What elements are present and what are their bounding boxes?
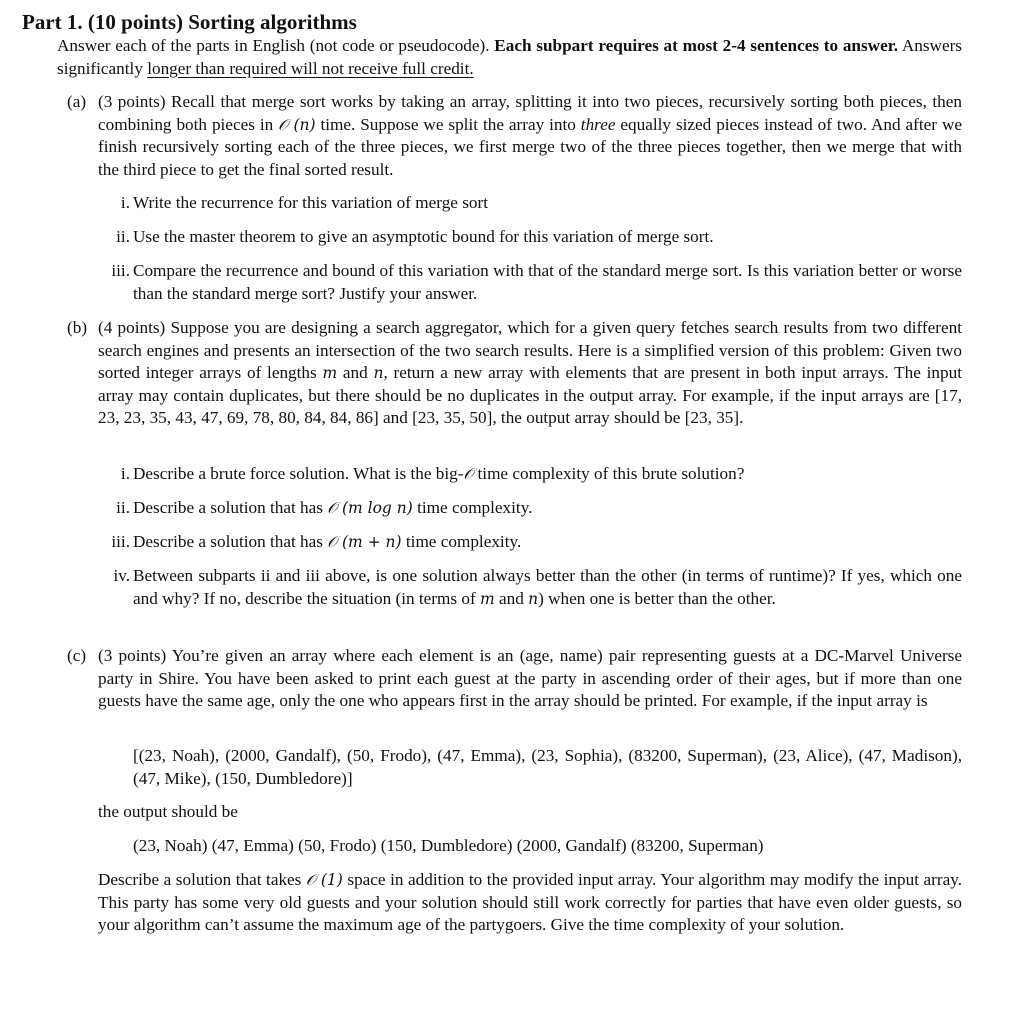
instructions-text: Answer each of the parts in English (not code or pseudocode). [57,36,495,55]
subpart-label: iv. [113,566,130,585]
part-c-requirements: Describe a solution that takes 𝒪 (1) space in addition to the provided input array. Your algorithm may modify the input array. This party has some very old guests and your solution should still work correctly for parties that have even older guests, so your algorithm can’t assume the maximum age of the partygoers. Give the time complexity of your solution. [98,870,962,935]
part-b-label: (b) [67,318,88,337]
big-o-1: 𝒪 (1) [305,871,343,889]
big-o-n: 𝒪 (n) [278,115,316,134]
part-b-text: (4 points) Suppose you are designing a search aggregator, which for a given query fetches search results from two different search engines and presents an intersection of the two search results. Here is a simplified version of this problem: Given two sorted integer arrays of lengths m and n, return a new array with elements that are present in both input arrays. The input array may contain duplicates, but there should be no duplicates in the output array. For example, if the input arrays are [17, 23, 23, 35, 43, 47, 69, 78, 80, 84, 84, 86] and [23, 35, 50], the output array should be [23, 35]. [98,318,962,428]
instructions-bold: Each subpart requires at most 2-4 sentences to answer. [494,36,899,55]
subpart-label: ii. [116,498,130,517]
subpart-label: i. [120,193,130,212]
section-heading: Part 1. (10 points) Sorting algorithms [22,10,357,34]
part-c-text: (3 points) You’re given an array where each element is an (age, name) pair representing guests at a DC-Marvel Universe party in Shire. You have been asked to print each guest at the party in ascending order of their ages, but if more than one guests have the same age, only the one who appears first in the array should be printed. For example, if the input array is [98,646,962,711]
math-m: m [322,364,338,383]
big-o-mlogn: 𝒪 (m log n) [327,499,413,517]
part-a-subpart-iii [98,260,962,305]
part-a-label: (a) [67,92,87,111]
instructions-text-2: Answers significantly [57,36,962,78]
big-o-symbol: 𝒪 [463,465,474,483]
subpart-label: ii. [116,227,130,246]
part-a-subpart-i [98,192,962,215]
part-b [67,317,962,430]
subpart-text: Use the master theorem to give an asymptotic bound for this variation of merge sort. [133,227,714,246]
part-b-subpart-ii [98,497,962,520]
subpart-text: Between subparts ii and iii above, is one solution always better than the other (in terms of runtime)? If yes, which one and why? If no, describe the situation (in terms of m and n) when one is better than the other. [133,566,962,608]
emphasis-three: three [580,114,616,134]
big-o-m-plus-n: 𝒪 (m + n) [327,533,402,551]
instructions-paragraph [57,35,962,80]
output-example: (23, Noah) (47, Emma) (50, Frodo) (150, Dumbledore) (2000, Gandalf) (83200, Superman) [133,836,764,855]
instructions-underlined: longer than required will not receive full credit. [147,58,474,78]
part-b-subpart-i [98,463,962,486]
math-n: n [528,589,539,608]
part-b-subpart-iv [98,565,962,610]
subpart-text: Write the recurrence for this variation of merge sort [133,193,489,212]
part-a [67,91,962,181]
input-example: [(23, Noah), (2000, Gandalf), (50, Frodo), (47, Emma), (23, Sophia), (83200, Superman), (23, Alice), (47, Madison), (47, Mike), (150, Dumbledore)] [133,746,962,788]
math-n: n [373,364,384,383]
subpart-text: Compare the recurrence and bound of this variation with that of the standard merge sort. Is this variation better or worse than the standard merge sort? Justify your answer. [133,261,962,303]
part-b-subpart-iii [98,531,962,554]
subpart-label: iii. [111,261,130,280]
output-intro: the output should be [98,802,238,821]
subpart-text: Describe a solution that has 𝒪 (m + n) time complexity. [133,532,522,551]
part-c-label: (c) [67,646,87,665]
subpart-text: Describe a solution that has 𝒪 (m log n) time complexity. [133,498,533,517]
part-a-text: (3 points) Recall that merge sort works by taking an array, splitting it into two pieces, recursively sorting both pieces, then combining both pieces in 𝒪 (n) time. Suppose we split the array into three equally sized pieces instead of two. And after we finish recursively sorting each of the three pieces, we first merge two of the three pieces together, then we merge that with the third piece to get the final sorted result. [98,92,962,179]
subpart-label: iii. [111,532,130,551]
subpart-label: i. [120,464,130,483]
part-c [67,645,962,713]
math-m: m [480,589,495,608]
part-a-subpart-ii [98,226,962,249]
subpart-text: Describe a brute force solution. What is the big-𝒪 time complexity of this brute solution? [133,464,745,483]
